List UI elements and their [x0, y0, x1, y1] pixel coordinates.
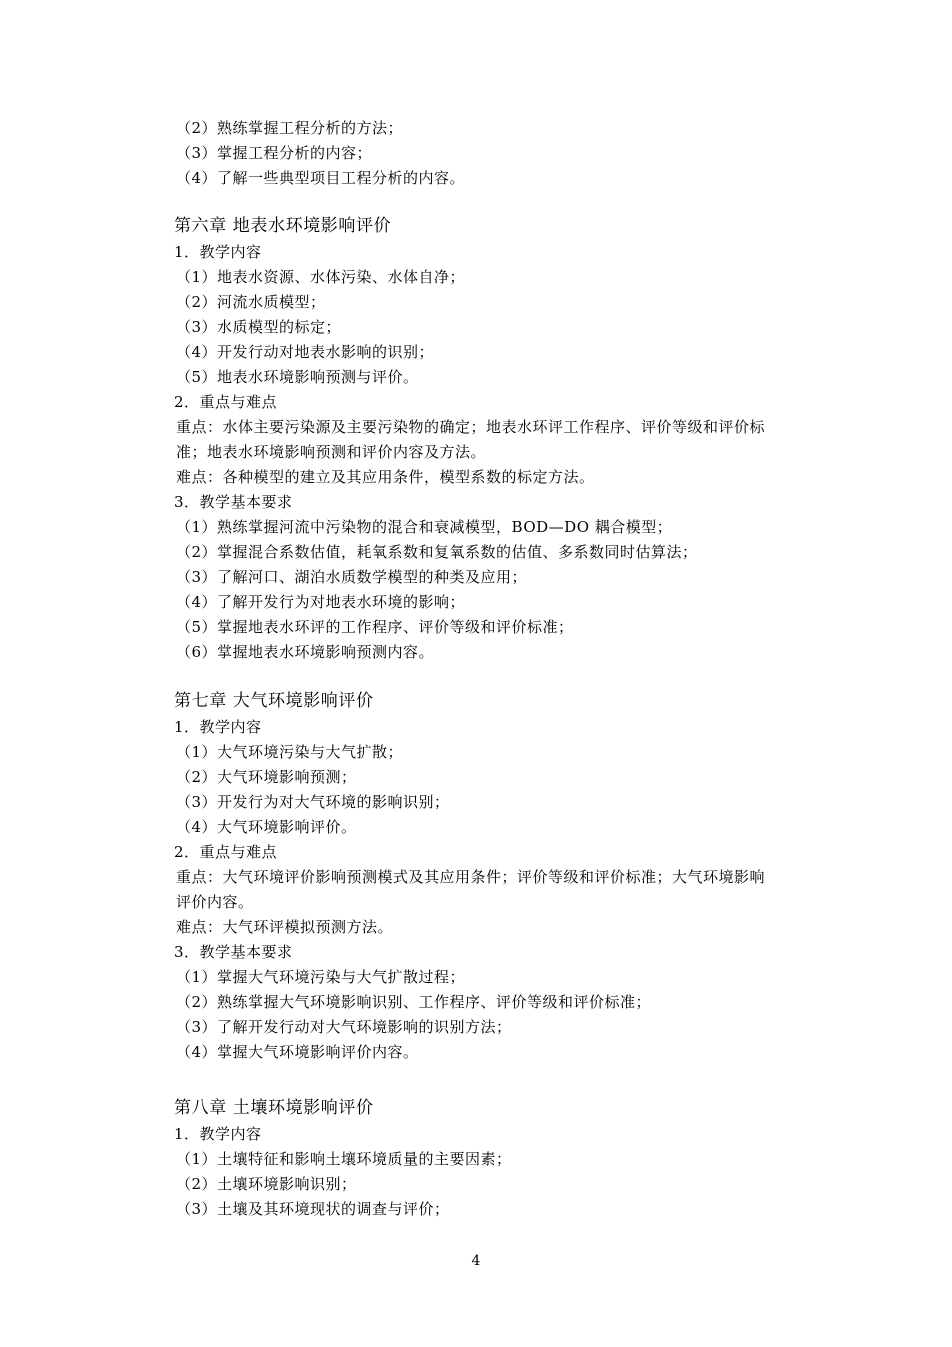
- section-heading: 3．教学基本要求: [174, 943, 293, 961]
- chapter-heading-6: 第六章 地表水环境影响评价: [174, 216, 392, 236]
- list-item: （2）土壤环境影响识别；: [176, 1175, 357, 1193]
- list-item: （4）大气环境影响评价。: [176, 818, 357, 836]
- paragraph-line: 准；地表水环境影响预测和评价内容及方法。: [176, 443, 487, 461]
- paragraph-line: 难点：大气环评模拟预测方法。: [176, 918, 394, 936]
- list-item: （2）大气环境影响预测；: [176, 768, 357, 786]
- list-item: （1）熟练掌握河流中污染物的混合和衰减模型，BOD—DO 耦合模型；: [176, 518, 673, 536]
- list-item: （3）了解河口、湖泊水质数学模型的种类及应用；: [176, 568, 528, 586]
- list-item: （1）掌握大气环境污染与大气扩散过程；: [176, 968, 466, 986]
- paragraph-line: 重点：水体主要污染源及主要污染物的确定；地表水环评工作程序、评价等级和评价标: [176, 418, 766, 436]
- list-item: （1）土壤特征和影响土壤环境质量的主要因素；: [176, 1150, 512, 1168]
- section-heading: 1．教学内容: [174, 1125, 262, 1143]
- paragraph-line: 评价内容。: [176, 893, 254, 911]
- section-heading: 1．教学内容: [174, 243, 262, 261]
- list-item: （6）掌握地表水环境影响预测内容。: [176, 643, 435, 661]
- list-item: （5）掌握地表水环评的工作程序、评价等级和评价标准；: [176, 618, 574, 636]
- list-item: （3）水质模型的标定；: [176, 318, 342, 336]
- list-item: （5）地表水环境影响预测与评价。: [176, 368, 419, 386]
- list-item: （3）土壤及其环境现状的调查与评价；: [176, 1200, 450, 1218]
- list-item: （3）开发行为对大气环境的影响识别；: [176, 793, 450, 811]
- list-item: （4）掌握大气环境影响评价内容。: [176, 1043, 419, 1061]
- list-item: （1）大气环境污染与大气扩散；: [176, 743, 404, 761]
- list-item: （3）掌握工程分析的内容；: [176, 144, 373, 162]
- list-item: （2）熟练掌握大气环境影响识别、工作程序、评价等级和评价标准；: [176, 993, 652, 1011]
- chapter-heading-7: 第七章 大气环境影响评价: [174, 691, 374, 711]
- section-heading: 3．教学基本要求: [174, 493, 293, 511]
- list-item: （2）熟练掌握工程分析的方法；: [176, 119, 404, 137]
- list-item: （4）了解开发行为对地表水环境的影响；: [176, 593, 466, 611]
- list-item: （2）掌握混合系数估值，耗氧系数和复氧系数的估值、多系数同时估算法；: [176, 543, 698, 561]
- list-item: （2）河流水质模型；: [176, 293, 326, 311]
- list-item: （3）了解开发行动对大气环境影响的识别方法；: [176, 1018, 512, 1036]
- section-heading: 1．教学内容: [174, 718, 262, 736]
- list-item: （4）开发行动对地表水影响的识别；: [176, 343, 435, 361]
- page-number: 4: [471, 1253, 481, 1269]
- section-heading: 2．重点与难点: [174, 393, 278, 411]
- paragraph-line: 难点：各种模型的建立及其应用条件，模型系数的标定方法。: [176, 468, 595, 486]
- section-heading: 2．重点与难点: [174, 843, 278, 861]
- list-item: （1）地表水资源、水体污染、水体自净；: [176, 268, 466, 286]
- list-item: （4）了解一些典型项目工程分析的内容。: [176, 169, 466, 187]
- paragraph-line: 重点：大气环境评价影响预测模式及其应用条件；评价等级和评价标准；大气环境影响: [176, 868, 766, 886]
- chapter-heading-8: 第八章 土壤环境影响评价: [174, 1098, 374, 1118]
